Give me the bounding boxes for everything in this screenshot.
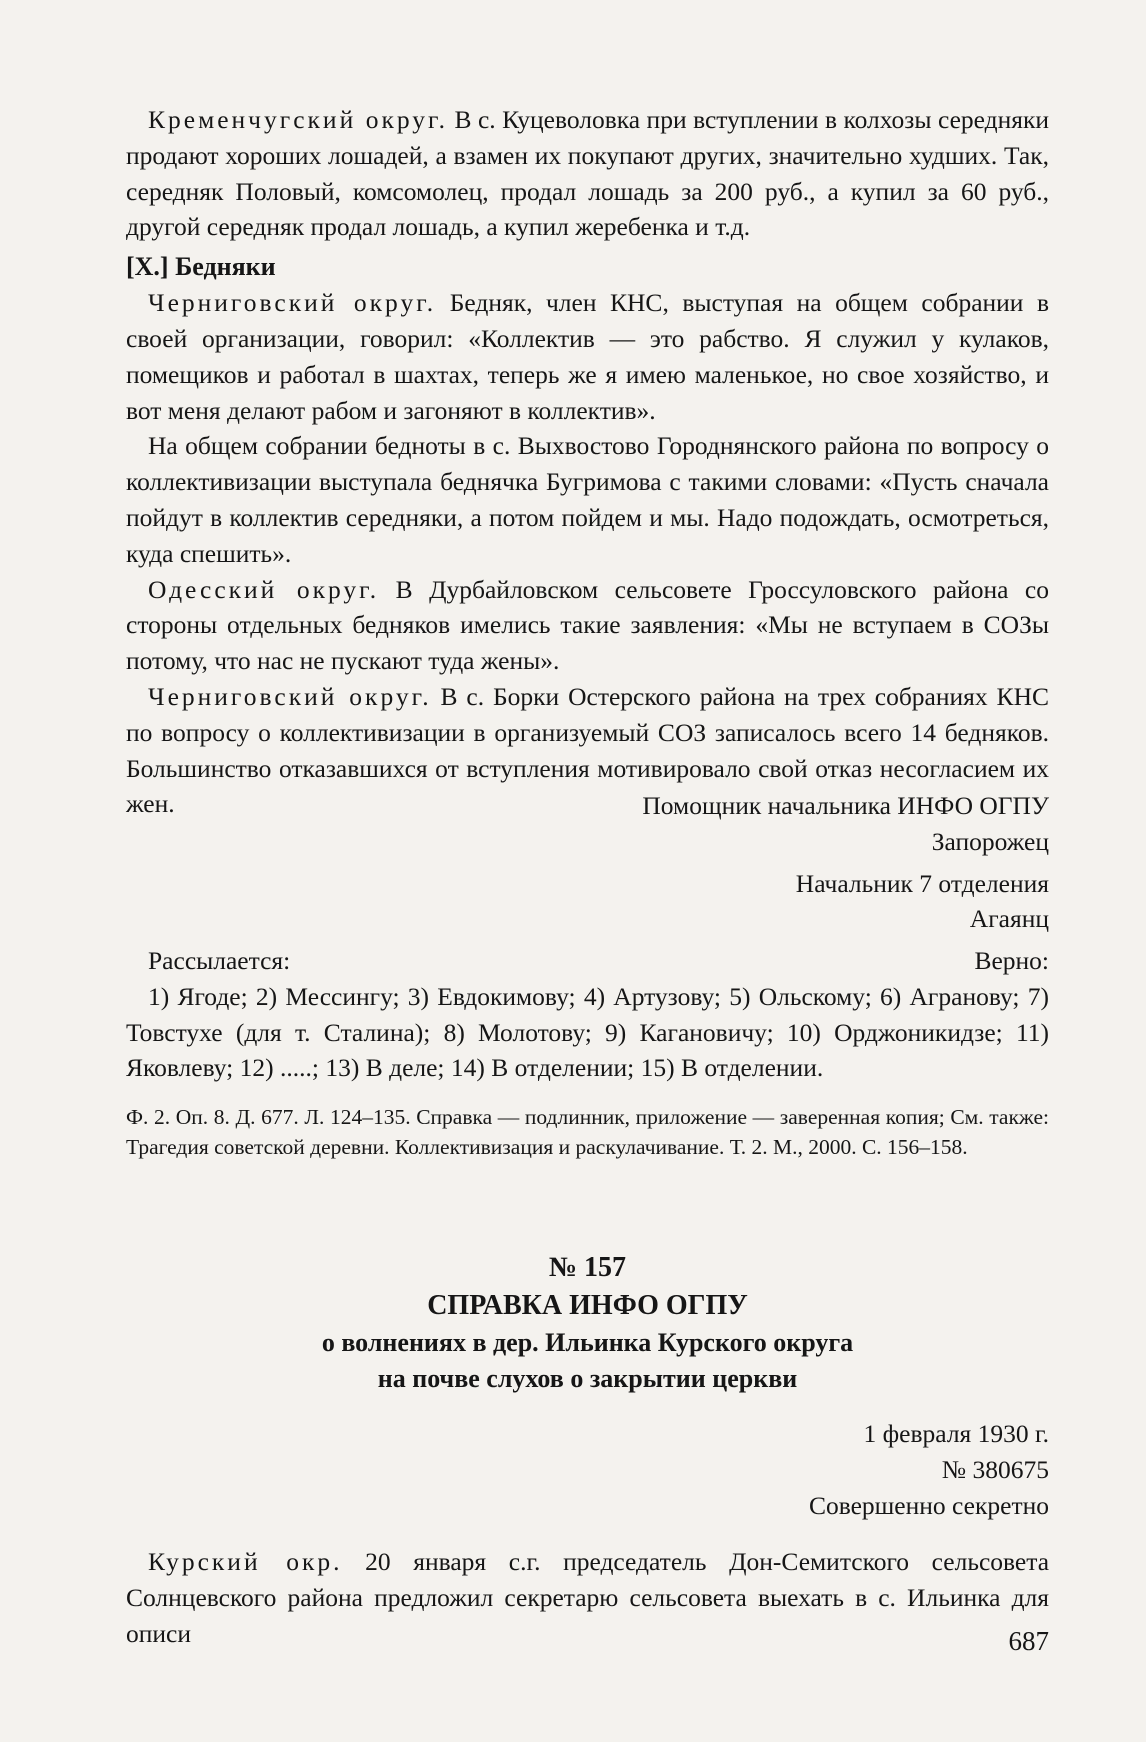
paragraph-odessa (126, 572, 1049, 679)
paragraph-chernigov-1 (126, 285, 1049, 428)
document-subtitle-1: о волнениях в дер. Ильинка Курского округа (321, 1328, 854, 1357)
signature-name-1: Запорожец (931, 826, 1049, 856)
paragraph-text: В Дурбайловском сельсовете Гроссуловского района со стороны отдельных бедняков имелись такие заявления: «Мы не вступаем в СОЗы потому, что нас не пускают туда жены». (126, 574, 1049, 676)
registration-number: № 380675 (941, 1454, 1049, 1484)
paragraph-kursk (126, 1544, 1049, 1651)
distribution-list: 1) Ягоде; 2) Мессингу; 3) Евдокимову; 4) Артузову; 5) Ольскому; 6) Агранову; 7) Товстухе (для т. Сталина); 8) Молотову; 9) Кагановичу; 10) Орджоникидзе; 11) Яковлеву; 12) .....; 13) В деле; 14) В отделении; 15) В отделении. (126, 981, 1049, 1083)
top-section (126, 102, 1049, 822)
document-title: СПРАВКА ИНФО ОГПУ (427, 1290, 748, 1321)
archival-reference: Ф. 2. Оп. 8. Д. 677. Л. 124–135. Справка — подлинник, приложение — заверенная копия; См. также: Трагедия советской деревни. Коллективизация и раскулачивание. Т. 2. М., 2000. С. 156–158. (126, 1105, 1049, 1159)
document-header (126, 1249, 1049, 1397)
document-subtitle-2: на почве слухов о закрытии церкви (377, 1364, 798, 1393)
certification-label: Верно: (974, 946, 1049, 976)
region-label: Одесский округ. (148, 574, 380, 604)
document-number: № 157 (548, 1252, 627, 1283)
signature-title-1: Помощник начальника ИНФО ОГПУ (642, 791, 1049, 820)
paragraph-text: Бедняк, член КНС, выступая на общем собрании в своей организации, говорил: «Коллектив — это рабство. Я служил у кулаков, помещиков и работал в шахтах, теперь же я имею маленькое, но свое хозяйство, и вот меня делают рабом и загоняют в коллектив». (126, 288, 1050, 425)
source-note (126, 1102, 1049, 1162)
secrecy-stamp: Совершенно секретно (808, 1490, 1049, 1520)
page-number: 687 (1008, 1626, 1049, 1656)
distribution-label: Рассылается: (148, 946, 291, 975)
document-body (126, 1544, 1049, 1651)
paragraph-vykhvostovo: На общем собрании бедноты в с. Выхвостово Городнянского района по вопросу о коллективизации выступала беднячка Бугримова с такими словами: «Пусть сначала пойдут в коллектив середняки, а потом пойдем и мы. Надо подождать, осмотреться, куда спешить». (126, 431, 1049, 568)
paragraph-text: В с. Борки Остерского района на трех собраниях КНС по вопросу о коллективизации в организуемый СОЗ записалось всего 14 бедняков. Большинство отказавшихся от вступления мотивировало свой отказ несогласием их жен. (126, 681, 1049, 819)
region-label: Черниговский округ. (148, 288, 437, 318)
paragraph-text: В с. Куцеволовка при вступлении в колхозы середняки продают хороших лошадей, а взамен их покупают других, значительно худших. Так, середняк Половый, комсомолец, продал лошадь за 200 руб., а купил за 60 руб., другой середняк продал лошадь, а купил жеребенка и т.д. (126, 105, 1050, 242)
section-heading: [X.] Бедняки (126, 252, 276, 282)
region-label: Курский окр. (148, 1547, 343, 1576)
region-label: Черниговский округ. (148, 681, 432, 711)
signature-title-2: Начальник 7 отделения (795, 868, 1049, 898)
region-label: Кременчугский округ. (148, 105, 448, 134)
signature-name-2: Агаянц (969, 904, 1049, 934)
distribution-block (126, 943, 1049, 1086)
paragraph-text: 20 января с.г. председатель Дон-Семитского сельсовета Солнцевского района предложил секретарю сельсовета выехать в с. Ильинка для описи (126, 1547, 1050, 1648)
document-date: 1 февраля 1930 г. (863, 1419, 1049, 1448)
document-meta (126, 1416, 1049, 1523)
paragraph-kremenchug (126, 102, 1049, 245)
